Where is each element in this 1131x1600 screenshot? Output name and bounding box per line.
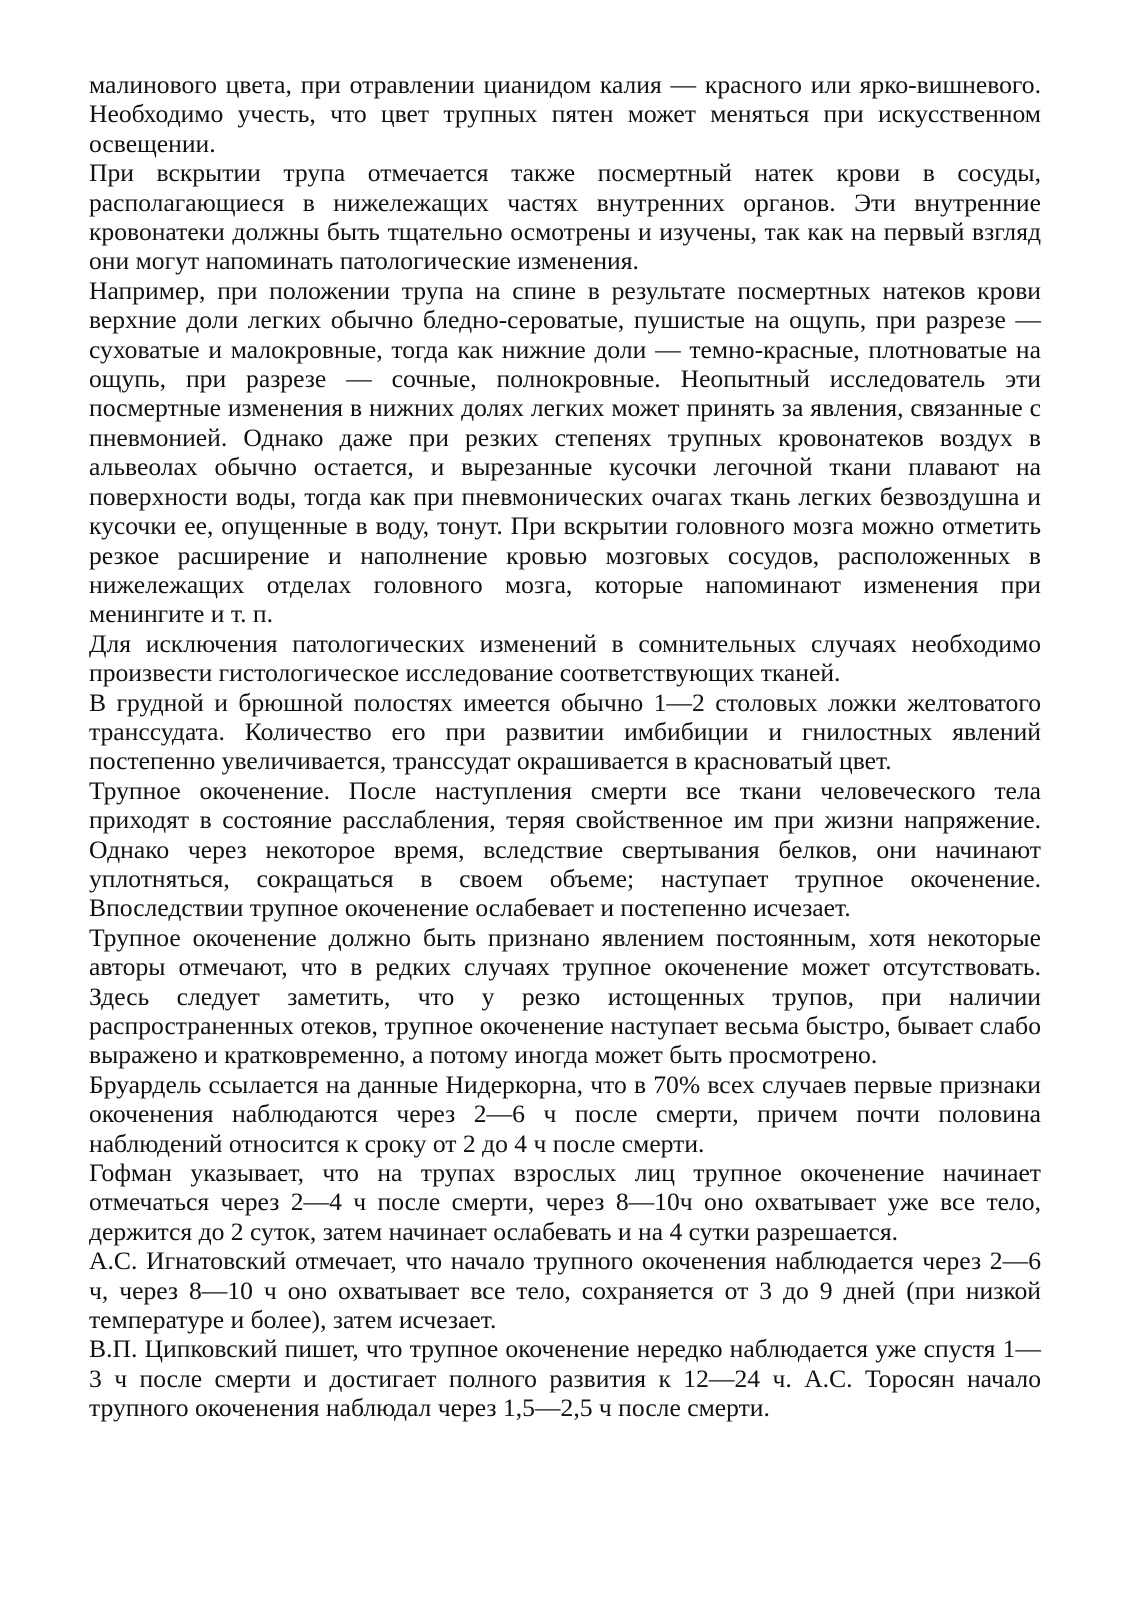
paragraph-2: При вскрытии трупа отмечается также посмертный натек крови в сосуды, располагающиеся в нижележащих частях внутренних органов. Эти внутренние кровонатеки должны быть тщательно осмотрены и изучены, так как на первый взгляд они могут напоминать патологические изменения. bbox=[89, 158, 1041, 276]
paragraph-11: В.П. Ципковский пишет, что трупное окоченение нередко наблюдается уже спустя 1—3 ч после смерти и достигает полного развития к 12—24 ч. А.С. Торосян начало трупного окоченения наблюдал через 1,5—2,5 ч после смерти. bbox=[89, 1334, 1041, 1423]
paragraph-6: Трупное окоченение. После наступления смерти все ткани человеческого тела приходят в состояние расслабления, теряя свойственное им при жизни напряжение. Однако через некоторое время, вследствие свертывания белков, они начинают уплотняться, сокращаться в своем объеме; наступает трупное окоченение. Впоследствии трупное окоченение ослабевает и постепенно исчезает. bbox=[89, 775, 1041, 923]
paragraph-3: Например, при положении трупа на спине в результате посмертных натеков крови верхние доли легких обычно бледно-сероватые, пушистые на ощупь, при разрезе — суховатые и малокровные, тогда как нижние доли — темно-красные, плотноватые на ощупь, при разрезе — сочные, полнокровные. Неопытный исследователь эти посмертные изменения в нижних долях легких может принять за явления, связанные с пневмонией. Однако даже при резких степенях трупных кровонатеков воздух в альвеолах обычно остается, и вырезанные кусочки легочной ткани плавают на поверхности воды, тогда как при пневмонических очагах ткань легких безвоздушна и кусочки ее, опущенные в воду, тонут. При вскрытии головного мозга можно отметить резкое расширение и наполнение кровью мозговых сосудов, расположенных в нижележащих отделах головного мозга, которые напоминают изменения при менингите и т. п. bbox=[89, 275, 1041, 629]
paragraph-7: Трупное окоченение должно быть признано явлением постоянным, хотя некоторые авторы отмечают, что в редких случаях трупное окоченение может отсутствовать. Здесь следует заметить, что у резко истощенных трупов, при наличии распространенных отеков, трупное окоченение наступает весьма быстро, бывает слабо выражено и кратковременно, а потому иногда может быть просмотрено. bbox=[89, 922, 1041, 1070]
paragraph-9: Гофман указывает, что на трупах взрослых лиц трупное окоченение начинает отмечаться через 2—4 ч после смерти, через 8—10ч оно охватывает уже все тело, держится до 2 суток, затем начинает ослабевать и на 4 сутки разрешается. bbox=[89, 1158, 1041, 1246]
paragraph-4: Для исключения патологических изменений в сомнительных случаях необходимо произвести гистологическое исследование соответствующих тканей. bbox=[89, 628, 1041, 688]
paragraph-10: А.С. Игнатовский отмечает, что начало трупного окоченения наблюдается через 2—6 ч, через 8—10 ч оно охватывает все тело, сохраняется от 3 до 9 дней (при низкой температуре и более), затем исчезает. bbox=[89, 1246, 1041, 1335]
paragraph-8: Бруардель ссылается на данные Нидеркорна, что в 70% всех случаев первые признаки окоченения наблюдаются через 2—6 ч после смерти, причем почти половина наблюдений относится к сроку от 2 до 4 ч после смерти. bbox=[89, 1069, 1041, 1158]
document-page bbox=[89, 70, 1041, 1423]
paragraph-5: В грудной и брюшной полостях имеется обычно 1—2 столовых ложки желтоватого транссудата. Количество его при развитии имбибиции и гнилостных явлений постепенно увеличивается, транссудат окрашивается в красноватый цвет. bbox=[89, 687, 1041, 776]
paragraph-1: малинового цвета, при отравлении цианидом калия — красного или ярко-вишневого. Необходимо учесть, что цвет трупных пятен может меняться при искусственном освещении. bbox=[89, 70, 1041, 158]
